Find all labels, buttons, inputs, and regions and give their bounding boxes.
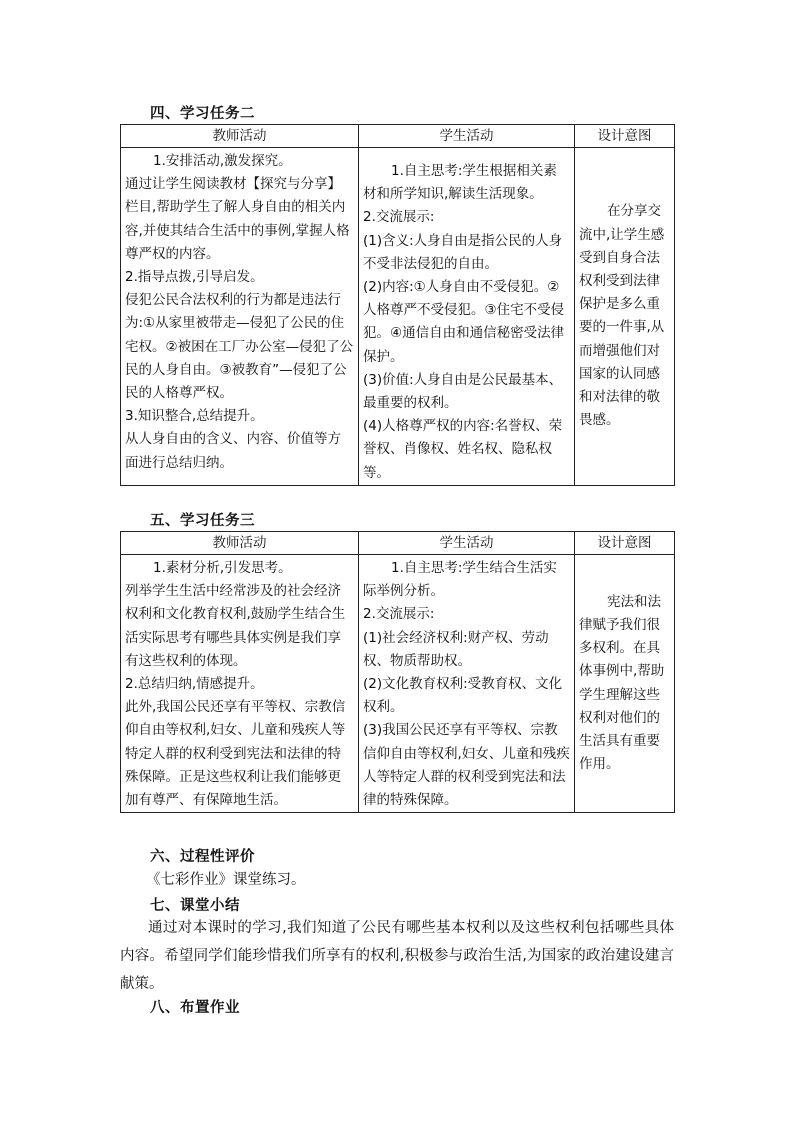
teacher-activity-cell — [121, 555, 359, 813]
teacher-text: 从人身自由的含义、内容、价值等方面进行总结归纳。 — [125, 431, 341, 471]
header-student: 学生活动 — [359, 125, 575, 148]
teacher-step: 1.素材分析,引发思考。 — [153, 560, 292, 576]
table-header-row — [121, 125, 675, 148]
task2-table — [120, 124, 675, 486]
header-student: 学生活动 — [359, 532, 575, 555]
student-text: (3)我国公民还享有平等权、宗教信仰自由等权利,妇女、儿童和残疾人等特定人群的权利受到宪法和法律的特殊保障。 — [363, 722, 570, 809]
header-design: 设计意图 — [575, 125, 675, 148]
table-row — [121, 555, 675, 813]
teacher-step: 3.知识整合,总结提升。 — [125, 408, 264, 425]
teacher-step: 2.总结归纳,情感提升。 — [125, 676, 264, 693]
summary-paragraph: 通过对本课时的学习,我们知道了公民有哪些基本权利以及这些权利包括哪些具体内容。希望同学们能珍惜我们所享有的权利,积极参与政治生活,为国家的政治建设建言献策。 — [120, 920, 674, 992]
teacher-step: 2.指导点拨,引导启发。 — [125, 269, 264, 286]
task3-table — [120, 531, 675, 813]
section8-heading: 八、布置作业 — [150, 1000, 240, 1016]
student-text: (4)人格尊严权的内容:名誉权、荣誉权、肖像权、姓名权、隐私权等。 — [363, 418, 563, 481]
student-activity-cell — [359, 555, 575, 813]
student-text: (2)内容:①人身自由不受侵犯。②人格尊严不受侵犯。③住宅不受侵犯。④通信自由和通信秘密受法律保护。 — [363, 279, 565, 365]
design-intent-cell — [575, 148, 675, 486]
section4-heading: 四、学习任务二 — [150, 106, 255, 122]
teacher-activity-cell — [121, 148, 359, 486]
student-text: (1)含义:人身自由是指公民的人身不受非法侵犯的自由。 — [363, 232, 563, 272]
teacher-text: 列举学生生活中经常涉及的社会经济权利和文化教育权利,鼓励学生结合生活实际思考有哪些具体实例是我们享有这些权利的体现。 — [125, 583, 346, 669]
teacher-text: 此外,我国公民还享有平等权、宗教信仰自由等权利,妇女、儿童和残疾人等特定人群的权利受到宪法和法律的特殊保障。正是这些权利让我们能够更加有尊严、有保障地生活。 — [125, 699, 346, 809]
design-intent-cell — [575, 555, 675, 813]
section7-heading: 七、课堂小结 — [150, 898, 240, 914]
teacher-text: 通过让学生阅读教材【探究与分享】栏目,帮助学生了解人身自由的相关内容,并使其结合生活中的事例,掌握人格尊严权的内容。 — [125, 176, 350, 262]
student-step: 1.自主思考:学生结合生活实际举例分析。 — [363, 560, 557, 600]
teacher-text: 侵犯公民合法权利的行为都是违法行为:①从家里被带走—侵犯了公民的住宅权。②被困在工厂办公室—侵犯了公民的人身自由。③被教育”—侵犯了公民的人格尊严权。 — [125, 292, 354, 402]
student-text: 2.交流展示: — [363, 209, 435, 226]
student-activity-cell — [359, 148, 575, 486]
student-text: (1)社会经济权利:财产权、劳动权、物质帮助权。 — [363, 629, 549, 669]
table-header-row — [121, 532, 675, 555]
header-teacher: 教师活动 — [121, 125, 359, 148]
student-text: (3)价值:人身自由是公民最基本、最重要的权利。 — [363, 371, 563, 412]
teacher-step: 1.安排活动,激发探究。 — [153, 153, 292, 169]
table-row — [121, 148, 675, 486]
section5-heading: 五、学习任务三 — [150, 513, 255, 529]
student-text: (2)文化教育权利:受教育权、文化权利。 — [363, 676, 563, 716]
header-design: 设计意图 — [575, 532, 675, 555]
evaluation-text: 《七彩作业》课堂练习。 — [146, 872, 306, 888]
student-step: 1.自主思考:学生根据相关素材和所学知识,解读生活现象。 — [363, 163, 557, 203]
design-text: 宪法和法律赋予我们很多权利。在具体事例中,帮助学生理解这些权利对他们的生活具有重要作用。 — [579, 593, 665, 773]
section6-heading: 六、过程性评价 — [150, 849, 255, 865]
design-text: 在分享交流中,让学生感受到自身合法权利受到法律保护是多么重要的一件事,从而增强他们对国家的认同感和对法律的敬畏感。 — [579, 203, 665, 429]
student-text: 2.交流展示: — [363, 606, 435, 623]
header-teacher: 教师活动 — [121, 532, 359, 555]
